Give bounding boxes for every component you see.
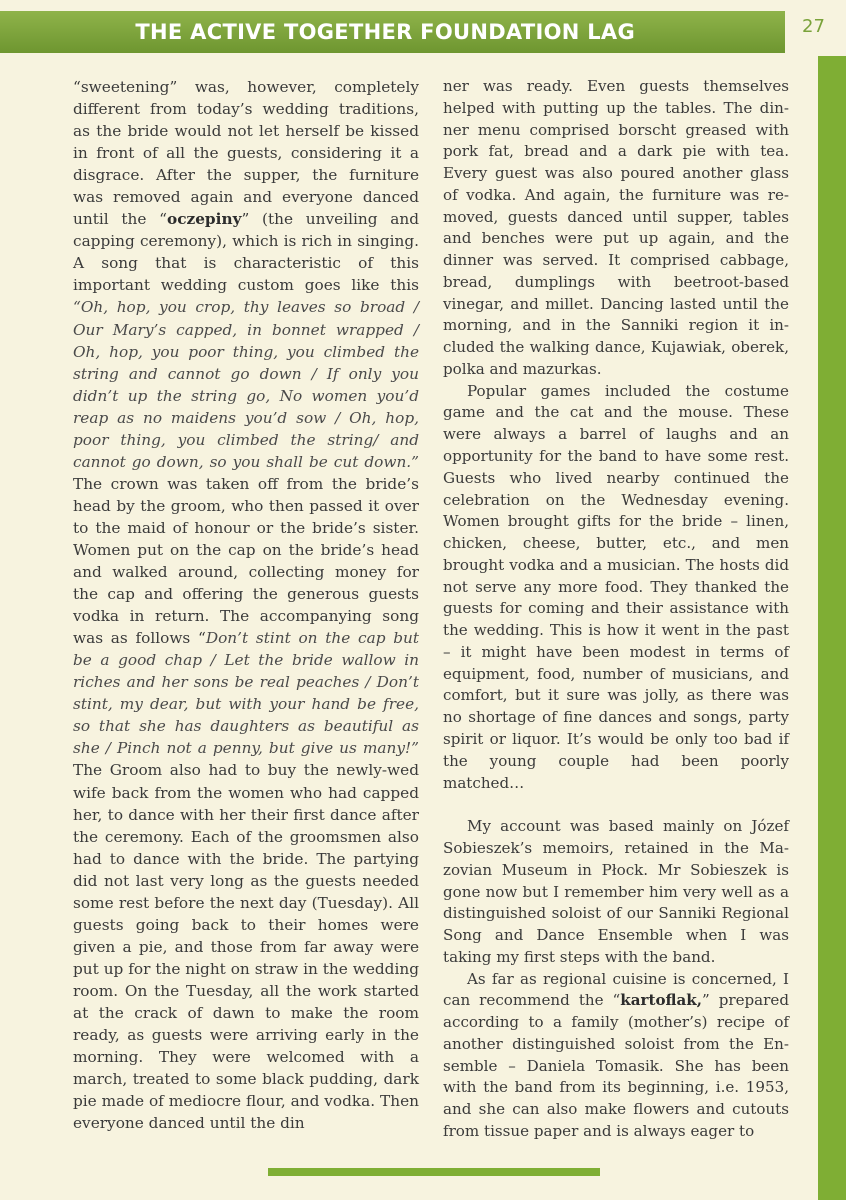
side-accent-bar [818,56,846,1200]
text-run: ” prepared according to a family (mother’s) recipe of another distinguished soloist from the Ensemble – Daniela Tomasik. She has been with the band from its beginning, i.e. 1953, and she can also make flowers and cutouts from tissue paper and is always eager to [443,991,789,1140]
term-oczepiny: oczepiny [167,210,242,229]
paragraph [443,969,789,1143]
term-kartoflak: kartoflak, [620,991,702,1010]
page-header-title: THE ACTIVE TOGETHER FOUNDATION LAG [135,20,635,44]
paragraph [73,76,419,1134]
right-column [443,76,789,1143]
text-run: As far as regional cuisine is concerned, I can recommend the “ [443,969,789,1010]
paragraph: ner was ready. Even guests themselves helped with putting up the tables. The dinner menu comprised borscht greased with pork fat, bread and a dark pie with tea. Every guest was also poured another glass of vodka. And again, the furniture was removed, guests danced until supper, tables and benches were put up again, and the dinner was served. It comprised cabbage, bread, dumplings with beetroot-based vinegar, and millet. Dancing lasted until the morning, and in the Sanniki region it included the walking dance, Kujawiak, oberek, polka and mazurkas. [443,77,789,378]
song-lyrics: Don’t stint on the cap but be a good chap / Let the bride wallow in riches and her sons be real peaches / Don’t stint, my dear, but with your hand be free, so that she has daughters as beautiful as she / Pinch not a penny, but give us many!” [73,629,419,758]
footer-accent-bar [268,1168,600,1176]
left-column [73,76,419,1134]
page-number: 27 [802,16,825,37]
paragraph: My account was based mainly on Józef Sobieszek’s memoirs, retained in the Mazovian Museum in Płock. Mr Sobieszek is gone now but I remember him very well as a distinguished soloist of our Sanniki Regional Song and Dance Ensemble when I was taking my first steps with the band. [443,817,789,966]
song-lyrics: “Oh, hop, you crop, thy leaves so broad / Our Mary’s capped, in bonnet wrapped / Oh, hop, you poor thing, you climbed the string and cannot go down / If only you didn’t up the string go, No women you’d reap as no maidens you’d sow / Oh, hop, poor thing, you climbed the string/ and cannot go down, so you shall be cut down.” [73,298,419,471]
text-run: The Groom also had to buy the newly-wed wife back from the women who had capped her, to dance with her their first dance after the ceremony. Each of the groomsmen also had to dance with the bride. The partying did not last very long as the guests needed some rest before the next day (Tuesday). All guests going back to their homes were given a pie, and those from far away were put up for the night on straw in the wedding room. On the Tuesday, all the work started at the crack of dawn to make the room ready, as guests were arriving early in the morning. They were welcomed with a march, treated to some black pudding, dark pie made of mediocre flour, and vodka. Then everyone danced until the din [73,761,419,1133]
text-run: ” (the unveiling and capping ceremony), which is rich in singing. A song that is characteristic of this important wedding custom goes like this [73,210,419,295]
text-run: “sweetening” was, however, completely different from today’s wedding traditions, as the bride would not let herself be kissed in front of all the guests, considering it a disgrace. After the supper, the furniture was removed again and everyone danced until the “ [73,78,419,229]
paragraph: Popular games included the costume game and the cat and the mouse. These were always a barrel of laughs and an opportunity for the band to have some rest. Guests who lived nearby continued the celebration on the Wednesday evening. Women brought gifts for the bride – linen, chicken, cheese, butter, etc., and men brought vodka and a musician. The hosts did not serve any more food. They thanked the guests for coming and their assistance with the wedding. This is how it went in the past – it might have been modest in terms of equipment, food, number of musicians, and comfort, but it sure was jolly, as there was no shortage of fine dances and songs, party spirit or liquor. It’s would be only too bad if the young couple had been poorly matched… [443,381,789,792]
header-bar [0,11,785,53]
text-run: The crown was taken off from the bride’s head by the groom, who then passed it over to the maid of honour or the bride’s sister. Women put on the cap on the bride’s head and walked around, collecting money for the cap and offering the generous guests vodka in return. The accompanying song was as follows “ [73,474,419,648]
